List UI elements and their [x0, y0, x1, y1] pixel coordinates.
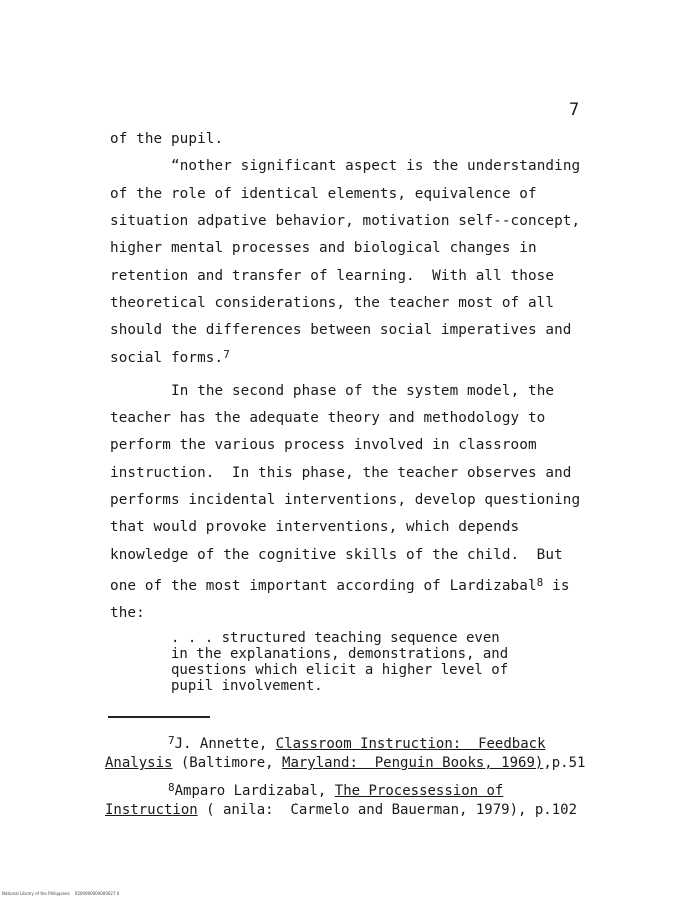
body-line: instruction. In this phase, the teacher observes and — [110, 465, 572, 481]
body-line: situation adpative behavior, motivation self--concept, — [110, 213, 581, 229]
body-line: higher mental processes and biological changes in — [110, 240, 537, 256]
footnote-8-publisher: ( anila: Carmelo and Bauerman, 1979), p.102 — [197, 802, 578, 818]
footnote-7-page: ,p.51 — [543, 755, 586, 771]
body-line: of the role of identical elements, equivalence of — [110, 186, 537, 202]
body-line: teacher has the adequate theory and methodology to — [110, 410, 546, 426]
body-line: of the pupil. — [110, 131, 224, 147]
footnote-7-title-cont: Analysis — [105, 755, 173, 771]
body-line-text: is — [543, 578, 570, 594]
body-line-with-ref — [110, 350, 230, 366]
body-line: perform the various process involved in classroom — [110, 437, 537, 453]
footnote-8-mark: 8 — [168, 781, 175, 794]
body-line: the: — [110, 605, 145, 621]
footnote-8-line-2 — [105, 802, 577, 818]
body-line: theoretical considerations, the teacher most of all — [110, 295, 555, 311]
footnote-ref-7: 7 — [223, 348, 230, 361]
microfilm-caption: National Library of the Philippines 0209090000000027 II — [2, 891, 120, 896]
body-line-text: social forms. — [110, 350, 224, 366]
footnote-8-author: Amparo Lardizabal, — [174, 783, 335, 799]
footnote-divider — [108, 716, 210, 718]
body-line: performs incidental interventions, develop questioning — [110, 492, 581, 508]
page-number: 7 — [569, 100, 580, 120]
block-quote-line: pupil involvement. — [171, 678, 323, 694]
footnote-7-mark: 7 — [168, 734, 175, 747]
footnote-8-title-cont: Instruction — [105, 802, 198, 818]
footnote-7-place: Maryland: Penguin Books, 1969) — [282, 755, 544, 771]
block-quote-line: . . . structured teaching sequence even — [171, 630, 500, 646]
body-line: knowledge of the cognitive skills of the child. But — [110, 547, 563, 563]
body-line-with-ref — [110, 578, 570, 594]
footnote-7-line-2 — [105, 755, 585, 771]
footnote-7-author: J. Annette, — [174, 736, 276, 752]
body-line: In the second phase of the system model, the — [171, 383, 555, 399]
block-quote-line: in the explanations, demonstrations, and — [171, 646, 509, 662]
footnote-7-publisher: (Baltimore, — [172, 755, 283, 771]
footnote-7-line-1 — [168, 736, 546, 752]
footnote-7-title: Classroom Instruction: Feedback — [275, 736, 546, 752]
body-line: “nother significant aspect is the understanding — [171, 158, 581, 174]
body-line-text: one of the most important according of Lardizabal — [110, 578, 537, 594]
footnote-8-title: The Processession of — [334, 783, 504, 799]
body-line: that would provoke interventions, which depends — [110, 519, 520, 535]
footnote-ref-8: 8 — [536, 576, 544, 589]
footnote-8-line-1 — [168, 783, 503, 799]
body-line: should the differences between social imperatives and — [110, 322, 572, 338]
block-quote-line: questions which elicit a higher level of — [171, 662, 509, 678]
body-line: retention and transfer of learning. With all those — [110, 268, 555, 284]
